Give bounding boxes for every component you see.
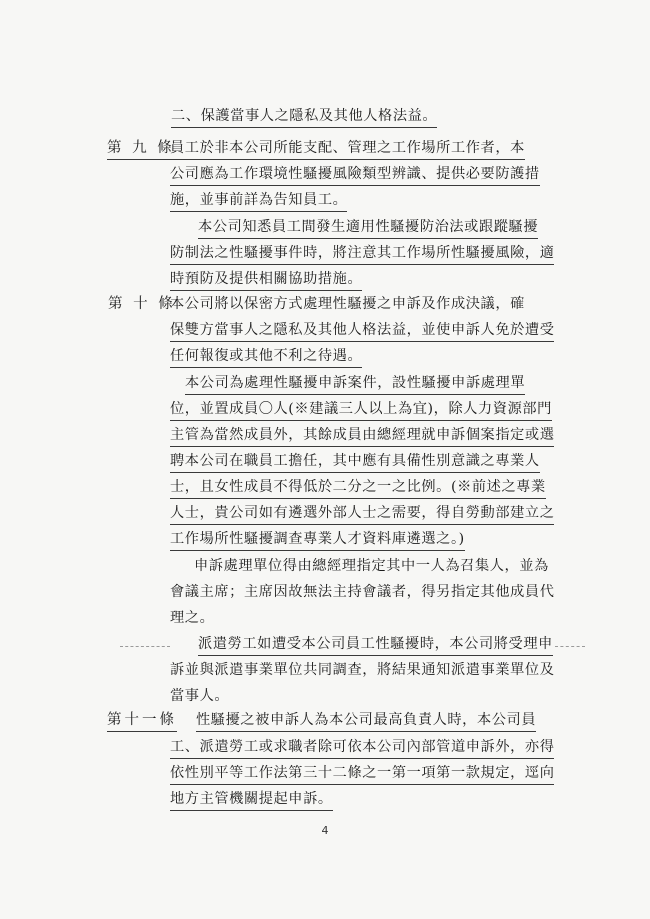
text-line: 當事人。 <box>170 688 230 704</box>
text-line: 工、派遣勞工或求職者除可依本公司內部管道申訴外，亦得 <box>170 737 554 759</box>
text-line: 會議主席；主席因故無法主持會議者，得另指定其他成員代 <box>170 584 555 600</box>
text-line: 主管為當然成員外，其餘成員由總經理就申訴個案指定或選 <box>170 425 554 447</box>
text-line: 公司應為工作環境性騷擾風險類型辨識、提供必要防護措 <box>170 164 540 186</box>
text-line: 保雙方當事人之隱私及其他人格法益，並使申訴人免於遭受 <box>170 320 554 342</box>
text-line: 本公司知悉員工間發生適用性騷擾防治法或跟蹤騷擾 <box>198 217 538 239</box>
text-line: 申訴處理單位得由總經理指定其中一人為召集人，並為 <box>194 558 549 574</box>
page-number: 4 <box>321 824 329 837</box>
text-line: 時預防及提供相關協助措施。 <box>170 269 362 291</box>
text-line: 員工於非本公司所能支配、管理之工作場所工作者，本 <box>170 138 525 160</box>
dashed-mark <box>555 646 585 647</box>
text-line: 地方主管機關提起申訴。 <box>170 789 333 811</box>
text-line: 理之。 <box>170 610 215 626</box>
article-heading-11: 第十一條 <box>107 710 177 732</box>
text-line: 防制法之性騷擾事件時，將注意其工作場所性騷擾風險，適 <box>170 243 554 265</box>
text-line: 派遣勞工如遭受本公司員工性騷擾時，本公司將受理申 <box>198 634 553 656</box>
text-line: 二、保護當事人之隱私及其他人格法益。 <box>171 106 437 128</box>
text-line: 依性別平等工作法第三十二條之一第一項第一款規定，逕向 <box>170 763 554 785</box>
text-line: 人士，貴公司如有遴選外部人士之需要，得自勞動部建立之 <box>170 503 554 525</box>
article-heading-9: 第 九 條 <box>107 138 175 160</box>
text-line: 位，並置成員〇人(※建議三人以上為宜)，除人力資源部門 <box>170 399 552 421</box>
text-line: 本公司將以保密方式處理性騷擾之申訴及作成決議，確 <box>170 296 525 312</box>
text-line: 本公司為處理性騷擾申訴案件，設性騷擾申訴處理單 <box>185 373 525 395</box>
text-line: 工作場所性騷擾調查專業人才資料庫遴選之。) <box>170 529 465 551</box>
text-line: 訴並與派遣事業單位共同調查，將結果通知派遣事業單位及 <box>170 662 555 678</box>
text-line: 聘本公司在職員工擔任，其中應有具備性別意識之專業人 <box>170 451 540 473</box>
text-line: 施，並事前詳為告知員工。 <box>170 190 347 212</box>
text-line: 士，且女性成員不得低於二分之一之比例。(※前述之專業 <box>170 477 546 499</box>
dashed-mark <box>120 646 170 647</box>
article-heading-10: 第 十 條 <box>108 296 176 312</box>
text-line: 任何報復或其他不利之待遇。 <box>170 346 362 368</box>
text-line: 性騷擾之被申訴人為本公司最高負責人時，本公司員 <box>196 710 536 732</box>
